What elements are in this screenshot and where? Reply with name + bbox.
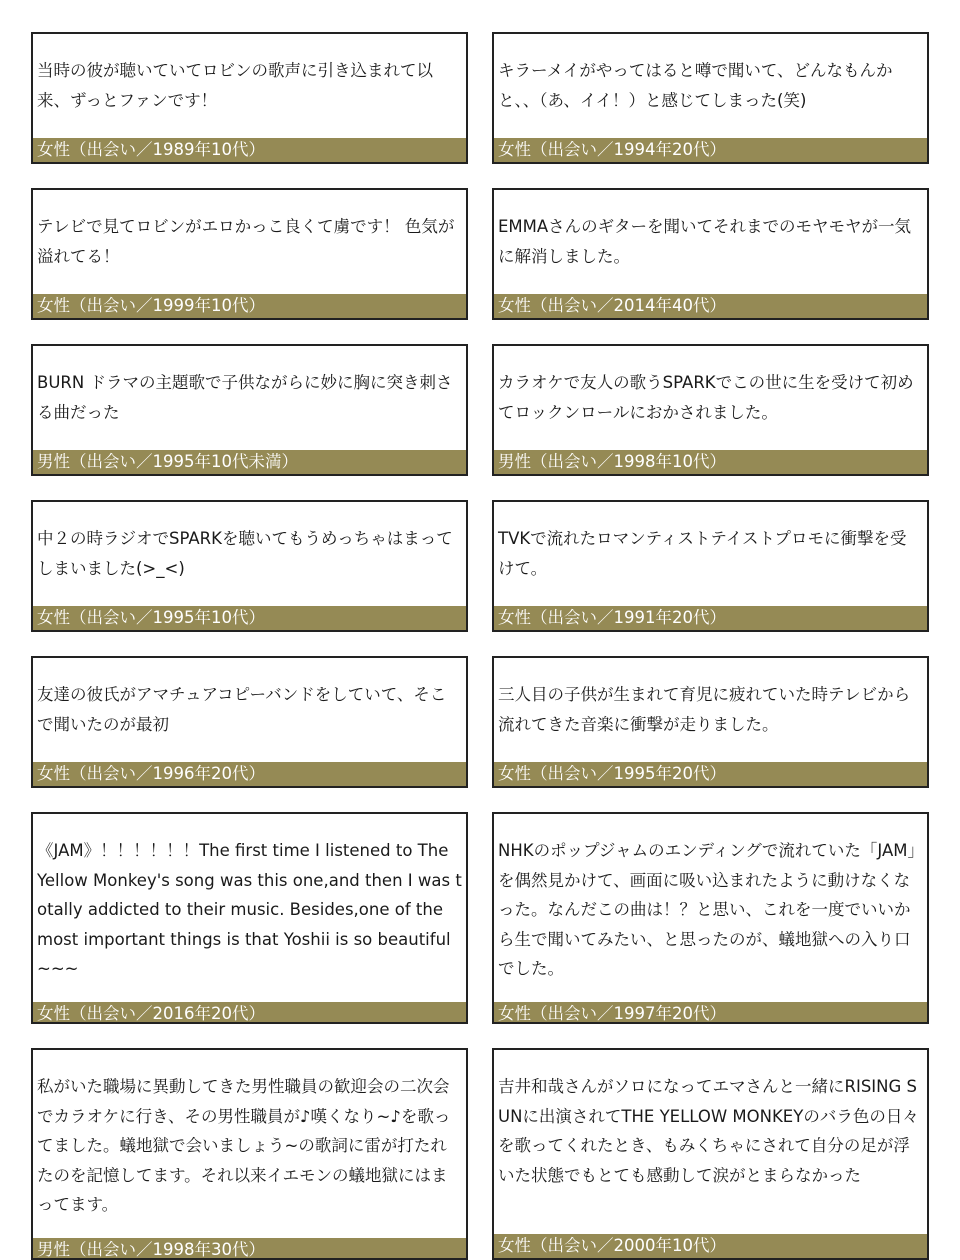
comment-author-meta: 女性（出会い／1995年20代） bbox=[494, 762, 927, 786]
comment-grid bbox=[31, 32, 929, 1260]
comment-author-meta: 女性（出会い／2016年20代） bbox=[33, 1002, 466, 1023]
comment-card bbox=[31, 344, 468, 476]
comment-card bbox=[31, 500, 468, 632]
comment-text: キラーメイがやってはると噂で聞いて、どんなもんかと、、（あ、イイ！）と感じてしまった(笑) bbox=[498, 61, 893, 110]
comment-author-meta: 男性（出会い／1995年10代未満） bbox=[33, 450, 466, 474]
comment-text: NHKのポップジャムのエンディングで流れていた「JAM」を偶然見かけて、画面に吸い込まれたように動けなくなった。なんだこの曲は！？と思い、これを一度でいいから生で聞いてみたい、と思ったのが、蟻地獄への入り口でした。 bbox=[498, 841, 916, 978]
comment-text: 当時の彼が聴いていてロビンの歌声に引き込まれて以来、ずっとファンです！ bbox=[37, 61, 433, 110]
comment-author-meta: 女性（出会い／1989年10代） bbox=[33, 138, 466, 162]
comment-text: EMMAさんのギターを聞いてそれまでのモヤモヤが一気に解消しました。 bbox=[498, 217, 912, 266]
comment-text: BURN ドラマの主題歌で子供ながらに妙に胸に突き刺さる曲だった bbox=[37, 373, 453, 422]
comment-author-meta: 女性（出会い／1995年10代） bbox=[33, 606, 466, 630]
comment-text: 中２の時ラジオでSPARKを聴いてもうめっちゃはまってしまいました(>_<) bbox=[37, 529, 453, 578]
comment-card bbox=[492, 1048, 929, 1260]
comment-author-meta: 女性（出会い／1996年20代） bbox=[33, 762, 466, 786]
comment-card bbox=[31, 188, 468, 320]
comment-text: 吉井和哉さんがソロになってエマさんと一緒にRISING SUNに出演されてTHE YELLOW MONKEYのバラ色の日々を歌ってくれたとき、もみくちゃにされて自分の足が浮いた状態でもとても感動して涙がとまらなかった bbox=[498, 1077, 919, 1185]
comment-text: 《JAM》！！！！！！The first time I listened to The Yellow Monkey's song was this one,and then I was totally addicted to their music. Besides,one of the most important things is that Yoshii is so beautiful~~~ bbox=[37, 841, 462, 978]
comment-author-meta: 女性（出会い／2014年40代） bbox=[494, 294, 927, 318]
comment-author-meta: 女性（出会い／1999年10代） bbox=[33, 294, 466, 318]
comment-author-meta: 男性（出会い／1998年10代） bbox=[494, 450, 927, 474]
comment-card bbox=[492, 812, 929, 1024]
comment-author-meta: 男性（出会い／1998年30代） bbox=[33, 1238, 466, 1259]
comment-author-meta: 女性（出会い／1991年20代） bbox=[494, 606, 927, 630]
comment-author-meta: 女性（出会い／1997年20代） bbox=[494, 1002, 927, 1023]
comment-card bbox=[31, 812, 468, 1024]
comment-text: 友達の彼氏がアマチュアコピーバンドをしていて、そこで聞いたのが最初 bbox=[37, 685, 447, 734]
comment-card bbox=[492, 344, 929, 476]
comment-text: テレビで見てロビンがエロかっこ良くて虜です！ 色気が溢れてる！ bbox=[37, 217, 455, 266]
comment-card bbox=[492, 188, 929, 320]
comment-author-meta: 女性（出会い／2000年10代） bbox=[494, 1234, 927, 1258]
comment-text: TVKで流れたロマンティストテイストプロモに衝撃を受けて。 bbox=[498, 529, 907, 578]
comment-card bbox=[31, 656, 468, 788]
comment-text: 三人目の子供が生まれて育児に疲れていた時テレビから流れてきた音楽に衝撃が走りました。 bbox=[498, 685, 911, 734]
comment-author-meta: 女性（出会い／1994年20代） bbox=[494, 138, 927, 162]
comment-card bbox=[492, 32, 929, 164]
comment-text: 私がいた職場に異動してきた男性職員の歓迎会の二次会でカラオケに行き、その男性職員が♪嘆くなり~♪を歌ってました。蟻地獄で会いましょう~の歌詞に雷が打たれたのを記憶してます。それ以来イエモンの蟻地獄にはまってます。 bbox=[37, 1077, 451, 1214]
comment-card bbox=[31, 32, 468, 164]
comment-card bbox=[492, 500, 929, 632]
comment-card bbox=[492, 656, 929, 788]
comment-text: カラオケで友人の歌うSPARKでこの世に生を受けて初めてロックンロールにおかされました。 bbox=[498, 373, 914, 422]
comment-card bbox=[31, 1048, 468, 1260]
